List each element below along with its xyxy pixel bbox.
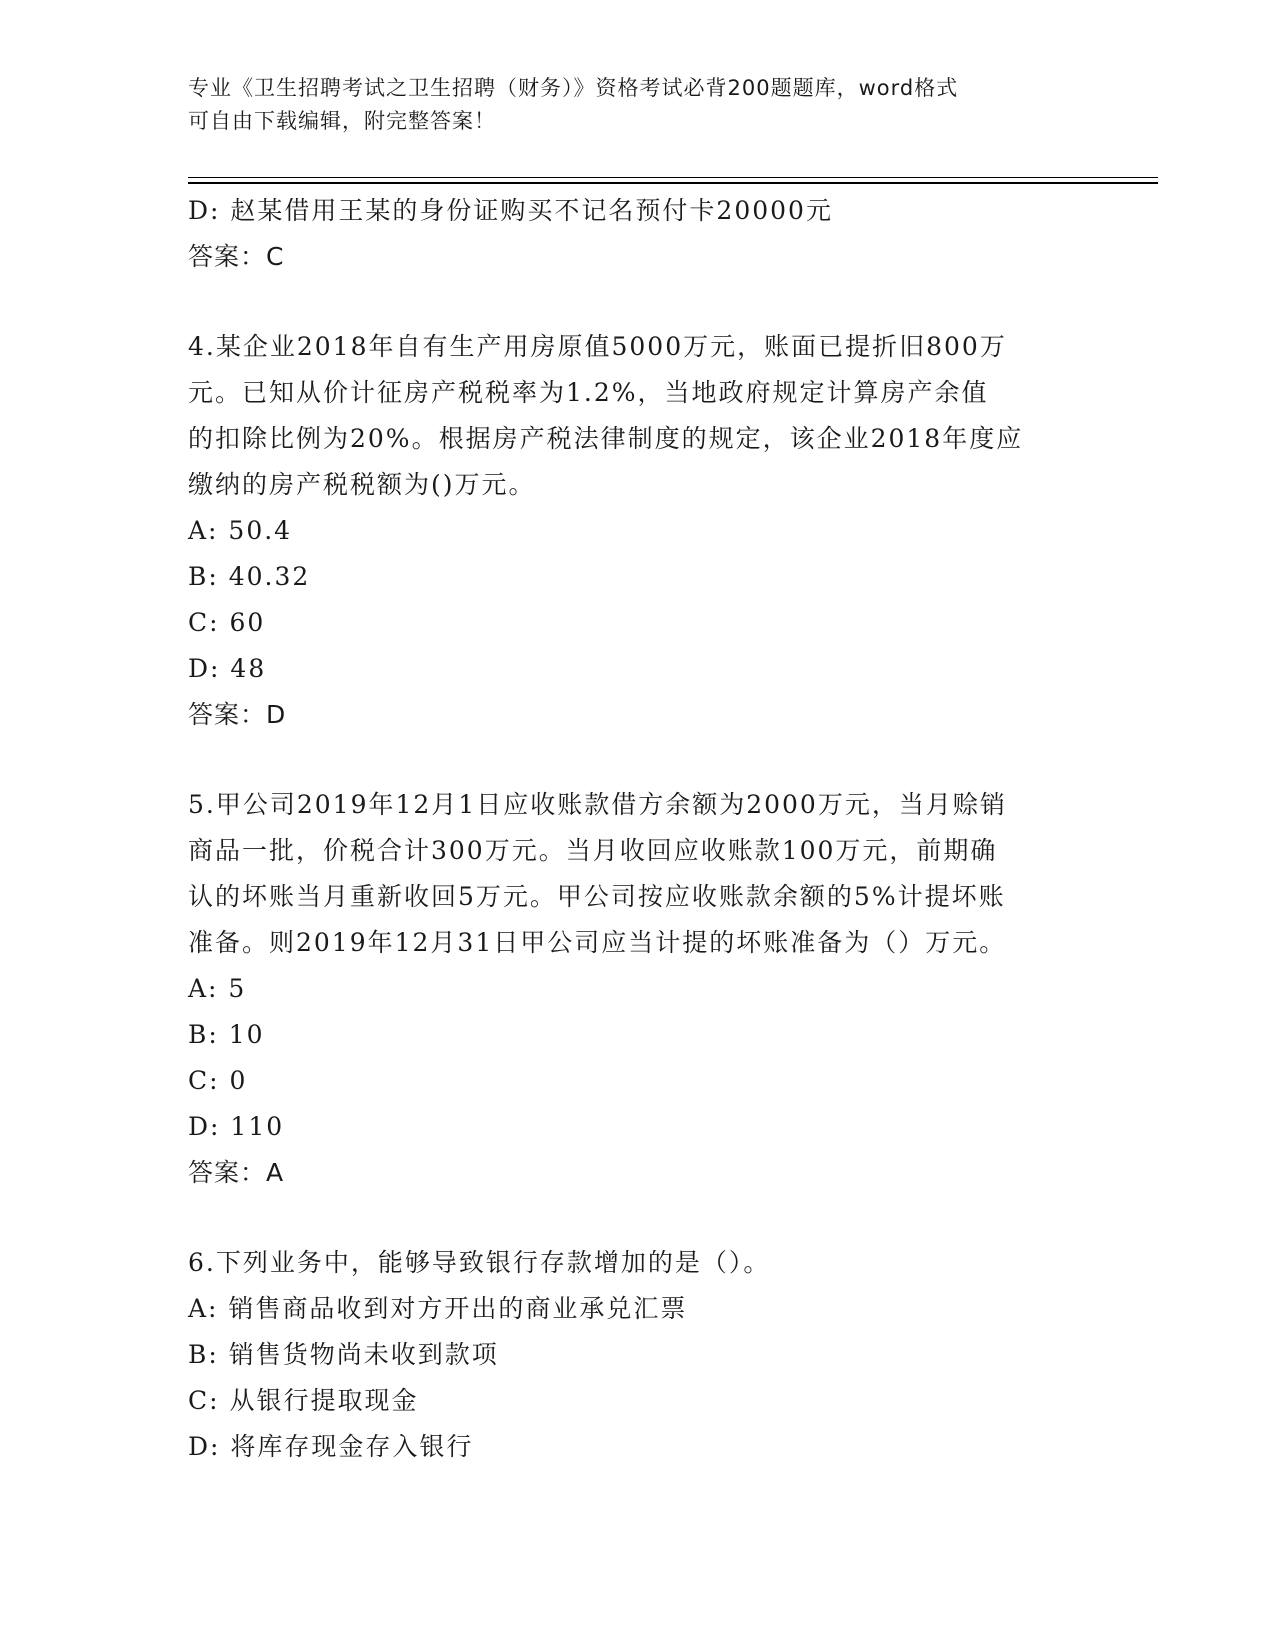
header-rule-thick <box>188 182 1158 184</box>
document-header <box>188 72 1088 138</box>
header-title-line1: 专业《卫生招聘考试之卫生招聘（财务）》资格考试必背200题题库，word格式 <box>188 76 959 100</box>
option-b: B: 销售货物尚未收到款项 <box>188 1340 499 1369</box>
question-stem-line: 元。已知从价计征房产税税率为1.2%，当地政府规定计算房产余值 <box>188 378 989 407</box>
question-stem-line: 商品一批，价税合计300万元。当月收回应收账款100万元，前期确 <box>188 836 998 865</box>
option-d: D: 赵某借用王某的身份证购买不记名预付卡20000元 <box>188 196 833 225</box>
option-c: C: 从银行提取现金 <box>188 1386 419 1415</box>
answer: 答案：C <box>188 242 285 271</box>
header-rule-thin <box>188 177 1158 178</box>
question-stem-line: 5.甲公司2019年12月1日应收账款借方余额为2000万元，当月赊销 <box>188 790 1007 819</box>
option-c: C: 60 <box>188 608 266 637</box>
option-a: A: 销售商品收到对方开出的商业承兑汇票 <box>188 1294 688 1323</box>
option-d: D: 48 <box>188 654 267 683</box>
spacer <box>188 738 1088 782</box>
question-stem-line: 认的坏账当月重新收回5万元。甲公司按应收账款余额的5%计提坏账 <box>188 882 1006 911</box>
option-d: D: 将库存现金存入银行 <box>188 1432 474 1461</box>
question-stem-line: 准备。则2019年12月31日甲公司应当计提的坏账准备为（）万元。 <box>188 928 1007 957</box>
option-b: B: 40.32 <box>188 562 311 591</box>
spacer <box>188 280 1088 324</box>
document-body <box>188 188 1088 1470</box>
question-stem-line: 缴纳的房产税税额为()万元。 <box>188 470 536 499</box>
question-4 <box>188 324 1088 738</box>
question-stem-line: 4.某企业2018年自有生产用房原值5000万元，账面已提折旧800万 <box>188 332 1007 361</box>
question-3-tail <box>188 188 1088 280</box>
question-6 <box>188 1240 1088 1470</box>
answer: 答案：A <box>188 1158 285 1187</box>
question-stem-line: 的扣除比例为20%。根据房产税法律制度的规定，该企业2018年度应 <box>188 424 1024 453</box>
question-stem-line: 6.下列业务中，能够导致银行存款增加的是（）。 <box>188 1248 771 1277</box>
option-c: C: 0 <box>188 1066 248 1095</box>
spacer <box>188 1196 1088 1240</box>
header-title-line2: 可自由下载编辑，附完整答案！ <box>188 109 496 133</box>
option-d: D: 110 <box>188 1112 285 1141</box>
option-a: A: 5 <box>188 974 247 1003</box>
option-b: B: 10 <box>188 1020 265 1049</box>
answer: 答案：D <box>188 700 287 729</box>
question-5 <box>188 782 1088 1196</box>
option-a: A: 50.4 <box>188 516 293 545</box>
